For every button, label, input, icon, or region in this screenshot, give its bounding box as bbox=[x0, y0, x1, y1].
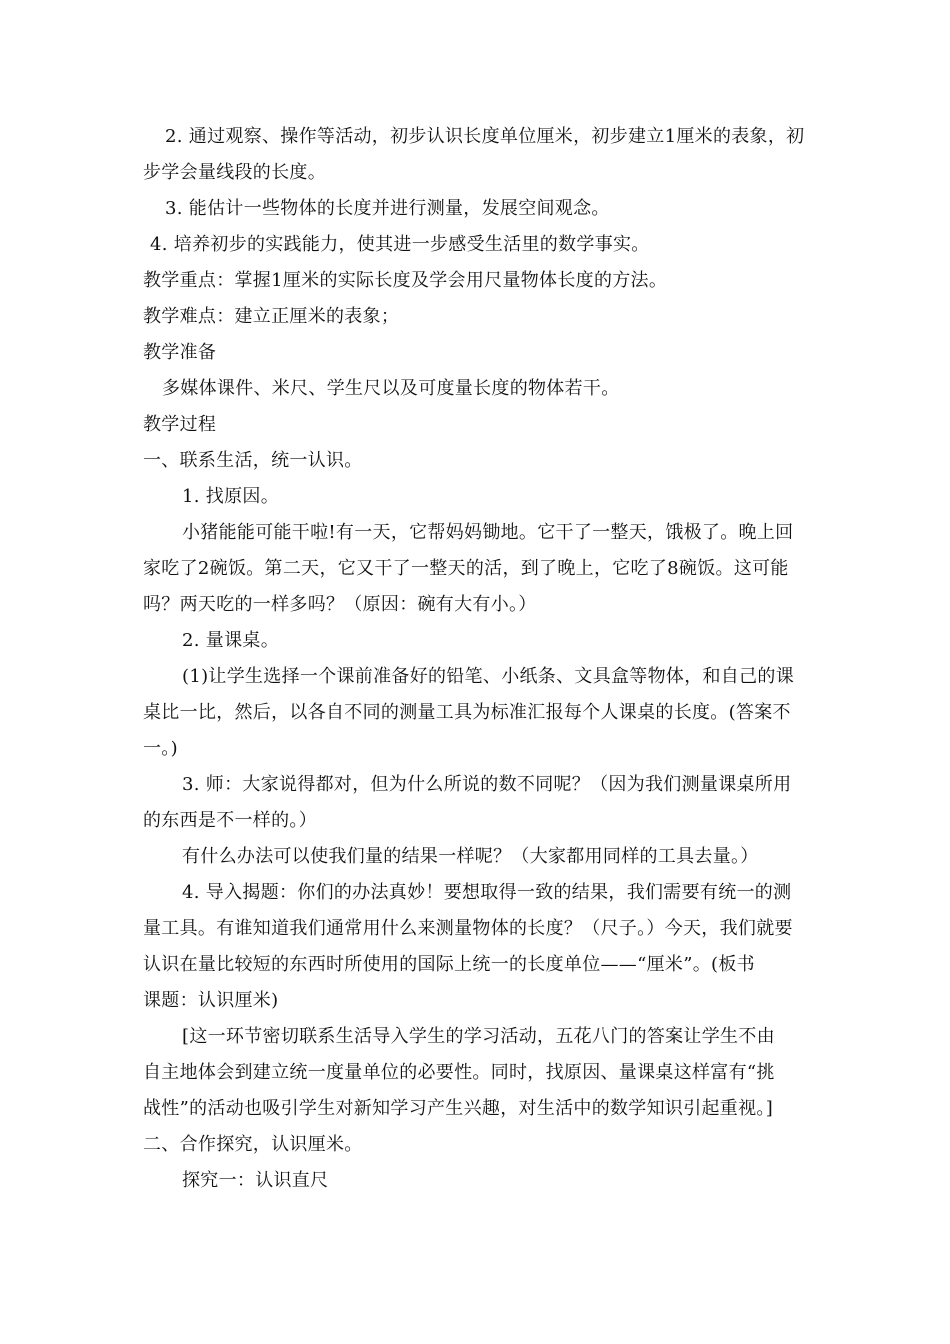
process-heading: 教学过程 bbox=[143, 414, 217, 435]
section-2-heading: 二、合作探究，认识厘米。 bbox=[143, 1134, 363, 1155]
objective-2-line-1: 2. 通过观察、操作等活动，初步认识长度单位厘米，初步建立1厘米的表象，初 bbox=[165, 126, 805, 147]
key-point: 教学重点：掌握1厘米的实际长度及学会用尺量物体长度的方法。 bbox=[143, 270, 668, 291]
step-2-title: 2. 量课桌。 bbox=[182, 630, 279, 651]
objective-3: 3. 能估计一些物体的长度并进行测量，发展空间观念。 bbox=[165, 198, 610, 219]
step-1-paragraph-line: 家吃了2碗饭。第二天，它又干了一整天的活，到了晚上，它吃了8碗饭。这可能 bbox=[143, 558, 789, 579]
step-1-title: 1. 找原因。 bbox=[182, 486, 279, 507]
step-1-paragraph-line: 吗？两天吃的一样多吗？（原因：碗有大有小。） bbox=[143, 594, 537, 615]
step-3-followup: 有什么办法可以使我们量的结果一样呢？（大家都用同样的工具去量。） bbox=[182, 846, 759, 867]
preparation-heading: 教学准备 bbox=[143, 342, 217, 363]
section-1-heading: 一、联系生活，统一认识。 bbox=[143, 450, 363, 471]
step-3-paragraph-line: 的东西是不一样的。） bbox=[143, 810, 317, 831]
comment-line: 战性”的活动也吸引学生对新知学习产生兴趣，对生活中的数学知识引起重视。] bbox=[143, 1098, 774, 1119]
step-2-paragraph-line: 桌比一比，然后，以各自不同的测量工具为标准汇报每个人课桌的长度。(答案不 bbox=[143, 702, 791, 723]
step-4-paragraph-line: 认识在量比较短的东西时所使用的国际上统一的长度单位——“厘米”。(板书 bbox=[143, 954, 755, 975]
objective-2-line-2: 步学会量线段的长度。 bbox=[143, 162, 326, 183]
comment-line: 自主地体会到建立统一度量单位的必要性。同时，找原因、量课桌这样富有“挑 bbox=[143, 1062, 775, 1083]
step-2-paragraph-line: (1)让学生选择一个课前准备好的铅笔、小纸条、文具盒等物体，和自己的课 bbox=[182, 666, 794, 687]
explore-1-title: 探究一：认识直尺 bbox=[182, 1170, 329, 1191]
step-2-paragraph-line: 一。) bbox=[143, 738, 178, 759]
objective-4: 4. 培养初步的实践能力，使其进一步感受生活里的数学事实。 bbox=[150, 234, 650, 255]
step-1-paragraph-line: 小猪能能可能干啦!有一天，它帮妈妈锄地。它干了一整天，饿极了。晚上回 bbox=[182, 522, 794, 543]
preparation-content: 多媒体课件、米尺、学生尺以及可度量长度的物体若干。 bbox=[162, 378, 620, 399]
comment-line: [这一环节密切联系生活导入学生的学习活动，五花八门的答案让学生不由 bbox=[182, 1026, 775, 1047]
step-4-paragraph-line: 课题：认识厘米) bbox=[143, 990, 279, 1011]
step-4-paragraph-line: 量工具。有谁知道我们通常用什么来测量物体的长度？（尺子。）今天，我们就要 bbox=[143, 918, 793, 939]
difficult-point: 教学难点：建立正厘米的表象； bbox=[143, 306, 400, 327]
step-3-paragraph-line: 3. 师：大家说得都对，但为什么所说的数不同呢？（因为我们测量课桌所用 bbox=[182, 774, 792, 795]
step-4-paragraph-line: 4. 导入揭题：你们的办法真妙！要想取得一致的结果，我们需要有统一的测 bbox=[182, 882, 792, 903]
